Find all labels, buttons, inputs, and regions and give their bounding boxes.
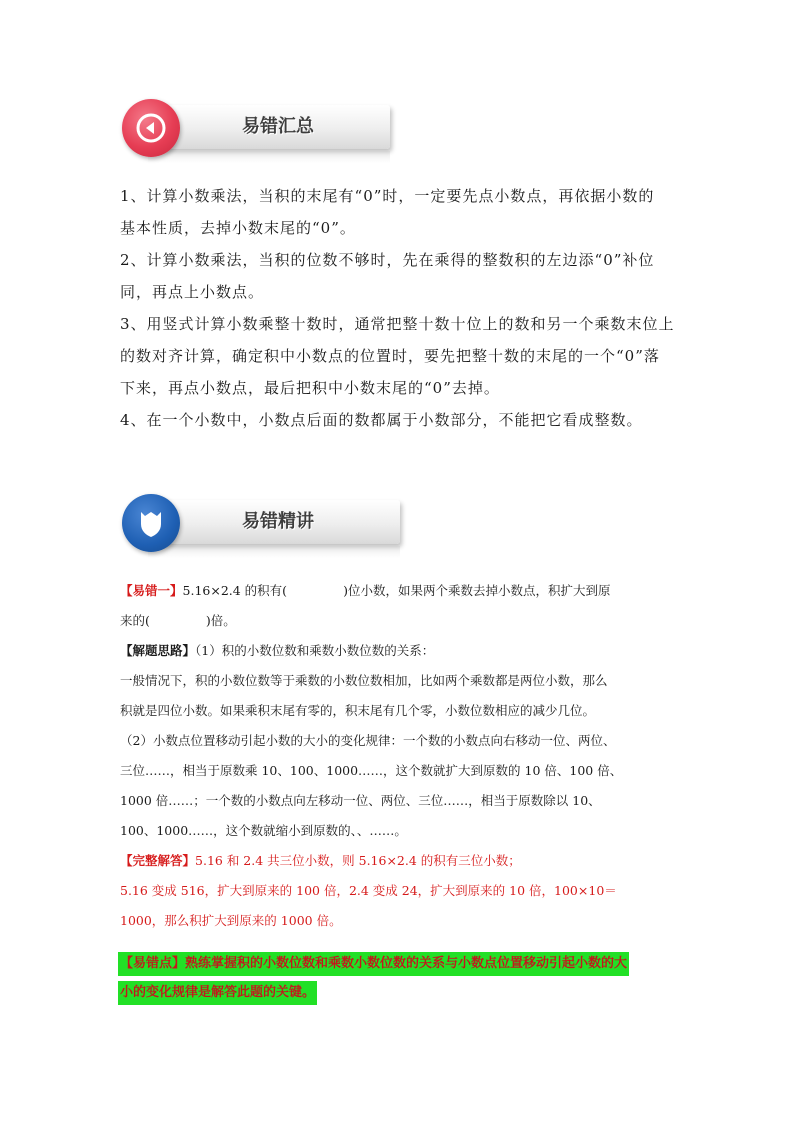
explain-content	[120, 576, 680, 936]
problem-line-2	[120, 606, 680, 636]
analysis-line-4: （2）小数点位置移动引起小数的大小的变化规律：一个数的小数点向右移动一位、两位、	[120, 733, 616, 748]
summary-item-3-line-1: 3、用竖式计算小数乘整十数时，通常把整十数十位上的数和另一个乘数末位上	[120, 315, 675, 333]
analysis-text: （1）积的小数位数和乘数小数位数的关系：	[195, 643, 435, 658]
key-point-line-1: 【易错点】熟练掌握积的小数位数和乘数小数位数的关系与小数点位置移动引起小数的大	[118, 952, 629, 976]
key-point-line-2: 小的变化规律是解答此题的关键。	[118, 981, 317, 1005]
problem-text-d: )倍。	[205, 613, 236, 628]
summary-item-3-line-2: 的数对齐计算，确定积中小数点的位置时，要先把整十数的末尾的一个“0”落	[120, 347, 660, 365]
header-reflection	[148, 546, 400, 558]
answer-line-2: 5.16 变成 516，扩大到原来的 100 倍，2.4 变成 24，扩大到原来的 10 倍，100×10＝	[120, 883, 617, 898]
summary-item-4-line-1: 4、在一个小数中，小数点后面的数都属于小数部分，不能把它看成整数。	[120, 411, 643, 429]
analysis-line-2: 一般情况下，积的小数位数等于乘数的小数位数相加，比如两个乘数都是两位小数，那么	[120, 673, 608, 688]
problem-tag: 【易错一】	[120, 583, 183, 598]
answer-text: 5.16 和 2.4 共三位小数，则 5.16×2.4 的积有三位小数；	[195, 853, 521, 868]
problem-text-c: 来的(	[120, 613, 150, 628]
summary-item-2-line-2: 同，再点上小数点。	[120, 283, 265, 301]
analysis-line-6: 1000 倍……；一个数的小数点向左移动一位、两位、三位……，相当于原数除以 10、	[120, 793, 601, 808]
problem-text-a: 的积有(	[240, 583, 288, 598]
key-point	[118, 952, 673, 1005]
shield-icon	[122, 494, 180, 552]
summary-item-1-line-2: 基本性质，去掉小数末尾的“0”。	[120, 219, 356, 237]
analysis-line-3: 积就是四位小数。如果乘积末尾有零的，积末尾有几个零，小数位数相应的减少几位。	[120, 703, 596, 718]
problem-text-b: )位小数，如果两个乘数去掉小数点，积扩大到原	[343, 583, 611, 598]
summary-item-3-line-3: 下来，再点小数点，最后把积中小数末尾的“0”去掉。	[120, 379, 500, 397]
summary-item-2-line-1: 2、计算小数乘法，当积的位数不够时，先在乘得的整数积的左边添“0”补位	[120, 251, 655, 269]
analysis-line-5: 三位……，相当于原数乘 10、100、1000……，这个数就扩大到原数的 10 倍、100 倍、	[120, 763, 623, 778]
problem-line-1	[120, 576, 680, 606]
summary-list	[120, 180, 680, 436]
analysis-line-1	[120, 636, 680, 666]
answer-line-1	[120, 846, 680, 876]
answer-line-3: 1000，那么积扩大到原来的 1000 倍。	[120, 913, 342, 928]
section-header-explain	[120, 496, 400, 560]
analysis-line-7: 100、1000……，这个数就缩小到原数的、、……。	[120, 823, 407, 838]
problem-expression: 5.16×2.4	[182, 583, 241, 598]
header-reflection	[148, 151, 390, 163]
section-header-summary	[120, 101, 390, 165]
analysis-tag: 【解题思路】	[120, 643, 196, 658]
play-left-icon	[122, 99, 180, 157]
section-title: 易错汇总	[242, 116, 314, 137]
summary-item-1-line-1: 1、计算小数乘法，当积的末尾有“0”时，一定要先点小数点，再依据小数的	[120, 187, 655, 205]
section-title: 易错精讲	[242, 511, 314, 532]
answer-tag: 【完整解答】	[120, 853, 196, 868]
